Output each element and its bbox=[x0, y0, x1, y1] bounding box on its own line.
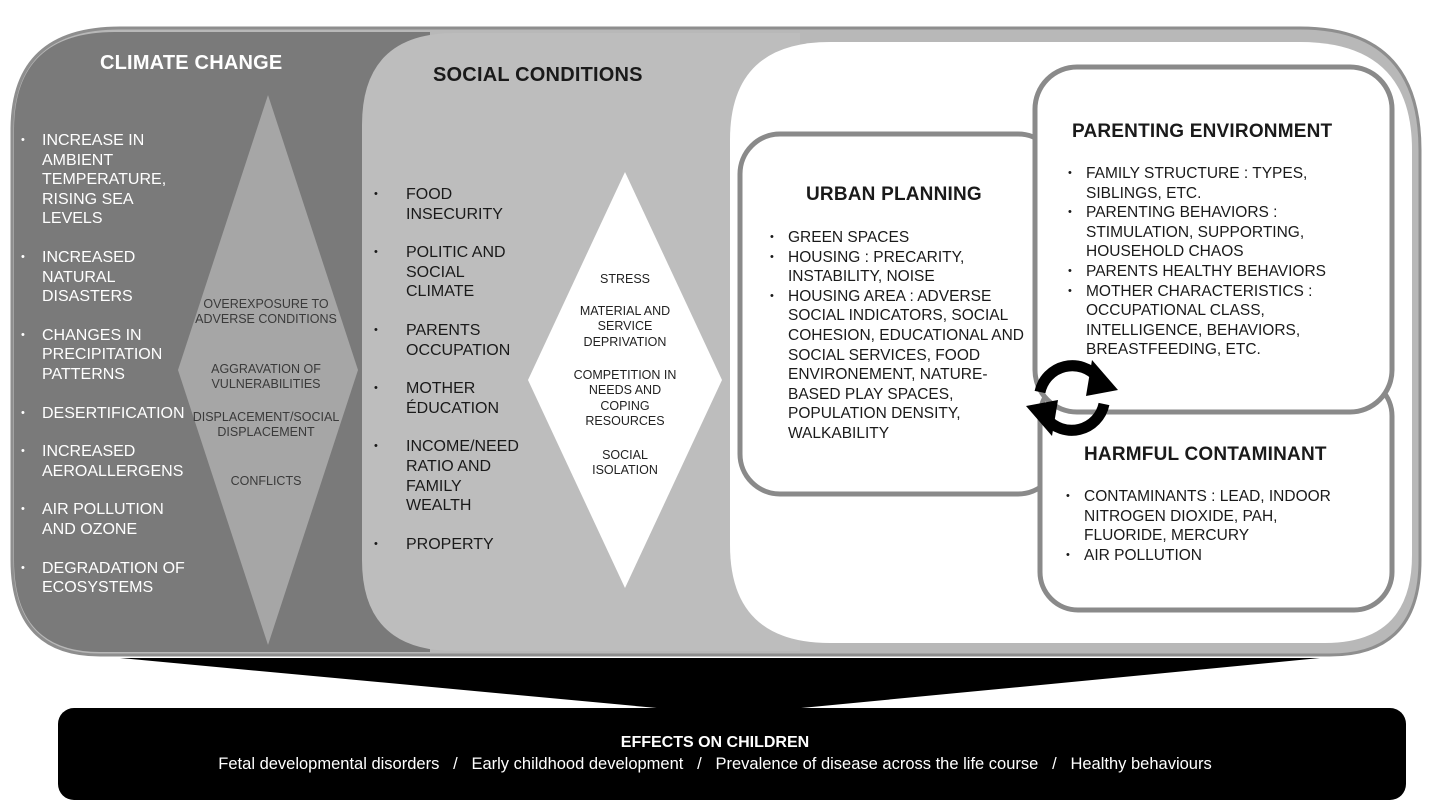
climate-title: CLIMATE CHANGE bbox=[100, 52, 283, 74]
urban-item: • HOUSING : PRECARITY, INSTABILITY, NOISE bbox=[768, 248, 1038, 287]
effect-separator: / bbox=[697, 755, 702, 773]
contaminant-item: • AIR POLLUTION bbox=[1064, 546, 1364, 566]
social-item: • MOTHER ÉDUCATION bbox=[372, 379, 521, 418]
climate-diamond-conflicts: CONFLICTS bbox=[230, 474, 302, 488]
social-item: • FOOD INSECURITY bbox=[372, 185, 516, 224]
urban-item: • GREEN SPACES bbox=[768, 228, 1038, 248]
social-diamond-material: MATERIAL AND SERVICE DEPRIVATION bbox=[579, 304, 671, 349]
social-item: • POLITIC AND SOCIAL CLIMATE bbox=[372, 243, 516, 302]
climate-item: • INCREASE IN AMBIENT TEMPERATURE, RISING SEA LEVELS bbox=[16, 131, 192, 229]
climate-diamond-aggravation: AGGRAVATION OF VULNERABILITIES bbox=[211, 362, 321, 392]
climate-item: • INCREASED AEROALLERGENS bbox=[16, 442, 207, 481]
climate-item: • CHANGES IN PRECIPITATION PATTERNS bbox=[16, 326, 182, 385]
social-item: • PARENTS OCCUPATION bbox=[372, 321, 526, 360]
effect-separator: / bbox=[1052, 755, 1057, 773]
social-diamond-stress: STRESS bbox=[599, 272, 650, 286]
parenting-item: • FAMILY STRUCTURE : TYPES, SIBLINGS, ETC. bbox=[1066, 164, 1356, 203]
social-diamond-competition: COMPETITION IN NEEDS AND COPING RESOURCES bbox=[573, 368, 677, 429]
climate-item: • AIR POLLUTION AND OZONE bbox=[16, 500, 182, 539]
social-item: • INCOME/NEED RATIO AND FAMILY WEALTH bbox=[372, 437, 531, 515]
contaminant-list bbox=[1064, 487, 1364, 565]
effects-line bbox=[0, 755, 1430, 774]
social-list bbox=[372, 185, 542, 573]
effect-item: Early childhood development bbox=[471, 755, 684, 773]
effect-item: Healthy behaviours bbox=[1070, 755, 1212, 773]
climate-diamond-overexposure: OVEREXPOSURE TO ADVERSE CONDITIONS bbox=[195, 297, 337, 327]
social-diamond-isolation: SOCIAL ISOLATION bbox=[592, 448, 658, 478]
effect-separator: / bbox=[453, 755, 458, 773]
social-title: SOCIAL CONDITIONS bbox=[433, 64, 643, 86]
climate-item: • DESERTIFICATION bbox=[16, 404, 212, 424]
contaminant-item: • CONTAMINANTS : LEAD, INDOOR NITROGEN DIOXIDE, PAH, FLUORIDE, MERCURY bbox=[1064, 487, 1364, 546]
effects-funnel bbox=[120, 658, 1320, 712]
climate-item: • DEGRADATION OF ECOSYSTEMS bbox=[16, 559, 207, 598]
contaminant-title: HARMFUL CONTAMINANT bbox=[1084, 444, 1327, 465]
urban-list bbox=[768, 228, 1038, 444]
parenting-item: • PARENTS HEALTHY BEHAVIORS bbox=[1066, 262, 1356, 282]
climate-item: • INCREASED NATURAL DISASTERS bbox=[16, 248, 162, 307]
climate-diamond-displacement: DISPLACEMENT/SOCIAL DISPLACEMENT bbox=[192, 410, 340, 440]
effect-item: Fetal developmental disorders bbox=[218, 755, 440, 773]
parenting-title: PARENTING ENVIRONMENT bbox=[1072, 121, 1333, 142]
effect-item: Prevalence of disease across the life course bbox=[715, 755, 1039, 773]
effects-title: EFFECTS ON CHILDREN bbox=[620, 734, 810, 751]
urban-title: URBAN PLANNING bbox=[806, 184, 982, 205]
social-item: • PROPERTY bbox=[372, 535, 526, 555]
parenting-list bbox=[1066, 164, 1356, 360]
parenting-item: • PARENTING BEHAVIORS : STIMULATION, SUPPORTING, HOUSEHOLD CHAOS bbox=[1066, 203, 1356, 262]
climate-list bbox=[16, 131, 196, 617]
urban-item: • HOUSING AREA : ADVERSE SOCIAL INDICATORS, SOCIAL COHESION, EDUCATIONAL AND SOCIAL SERVICES, FOOD ENVIRONEMENT, NATURE-BASED PLAY SPACES, POPULATION DENSITY, WALKABILITY bbox=[768, 287, 1038, 444]
parenting-item: • MOTHER CHARACTERISTICS : OCCUPATIONAL CLASS, INTELLIGENCE, BEHAVIORS, BREASTFEEDING, ETC. bbox=[1066, 282, 1356, 360]
effects-bar bbox=[58, 708, 1406, 800]
